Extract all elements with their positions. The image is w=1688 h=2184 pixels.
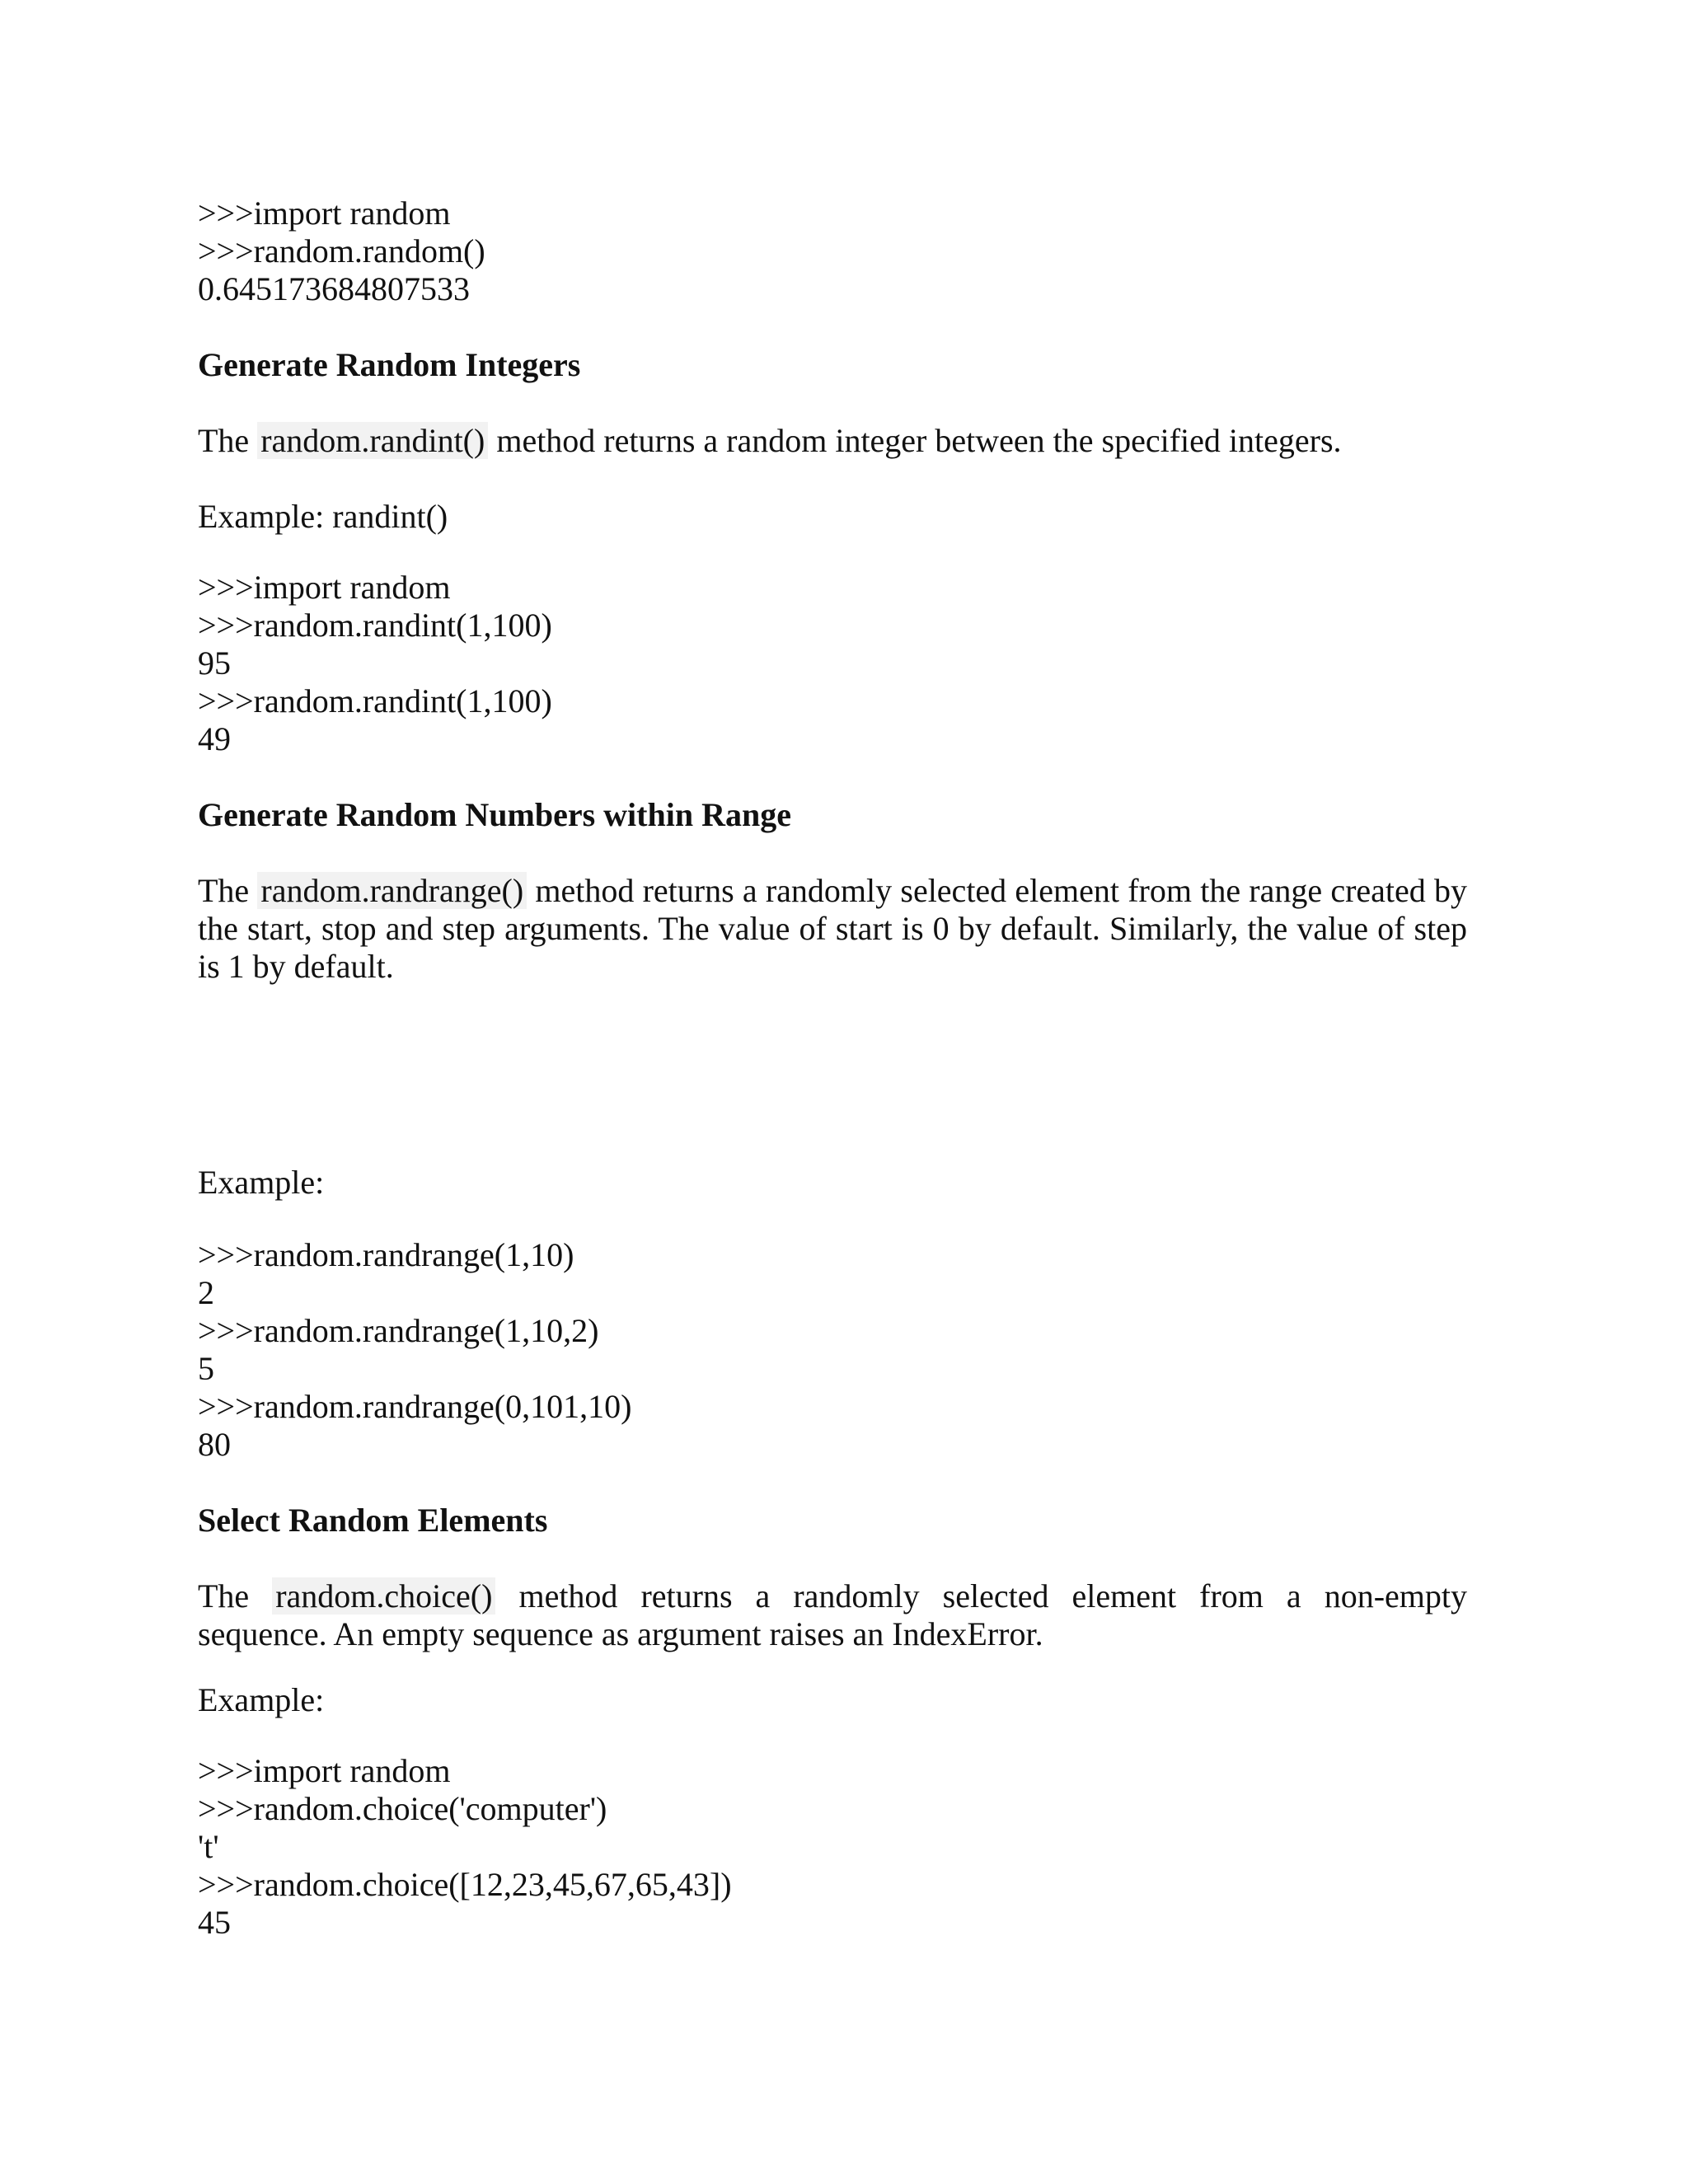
code-block-choice [198, 1752, 1467, 1942]
paragraph-randrange [198, 872, 1467, 986]
paragraph-text: method returns a randomly selected element from the range created by the start, stop and step arguments. The value of start is 0 by default. Similarly, the value of step is 1 by default. [198, 872, 1468, 985]
code-line: >>>random.randrange(1,10) [198, 1236, 574, 1273]
code-line: >>>random.randrange(1,10,2) [198, 1312, 599, 1349]
paragraph-randint [198, 422, 1467, 460]
code-line: >>>random.randint(1,100) [198, 607, 552, 644]
paragraph-line [198, 1577, 1467, 1615]
section-heading-integers: Generate Random Integers [198, 346, 581, 383]
code-line: 45 [198, 1904, 231, 1941]
code-line: >>>random.randint(1,100) [198, 682, 552, 719]
example-label: Example: [198, 1681, 325, 1718]
code-line: >>>import random [198, 569, 451, 606]
code-line: 80 [198, 1426, 231, 1463]
paragraph-text: The [198, 422, 258, 459]
code-line: 5 [198, 1350, 214, 1387]
example-label: Example: [198, 1164, 325, 1201]
example-label: Example: randint() [198, 498, 448, 535]
paragraph-choice [198, 1577, 1467, 1653]
code-block-randint [198, 569, 1467, 758]
code-line: >>>import random [198, 194, 451, 232]
code-line: 2 [198, 1274, 214, 1311]
code-block-randrange [198, 1236, 1467, 1464]
paragraph-text: method returns a random integer between the specified integers. [488, 422, 1342, 459]
code-line: 0.645173684807533 [198, 270, 470, 307]
document-page [198, 0, 1467, 2184]
code-line: 95 [198, 644, 231, 682]
code-line: >>>random.randrange(0,101,10) [198, 1388, 632, 1425]
paragraph-line: sequence. An empty sequence as argument raises an IndexError. [198, 1615, 1043, 1652]
code-line: >>>random.choice('computer') [198, 1790, 607, 1827]
code-line: >>>random.random() [198, 232, 485, 269]
inline-code-choice: random.choice() [272, 1577, 495, 1615]
inline-code-randint: random.randint() [257, 422, 488, 459]
code-block-random [198, 194, 1467, 308]
code-line: 49 [198, 720, 231, 757]
section-heading-choice: Select Random Elements [198, 1502, 548, 1539]
inline-code-randrange: random.randrange() [257, 872, 527, 909]
paragraph-text: The [198, 1577, 273, 1615]
code-line: >>>import random [198, 1752, 451, 1789]
code-line: >>>random.choice([12,23,45,67,65,43]) [198, 1866, 732, 1903]
paragraph-text: method returns a randomly selected element from a non-empty [495, 1577, 1468, 1615]
code-line: 't' [198, 1828, 219, 1865]
section-heading-range: Generate Random Numbers within Range [198, 796, 791, 833]
paragraph-text: The [198, 872, 258, 909]
